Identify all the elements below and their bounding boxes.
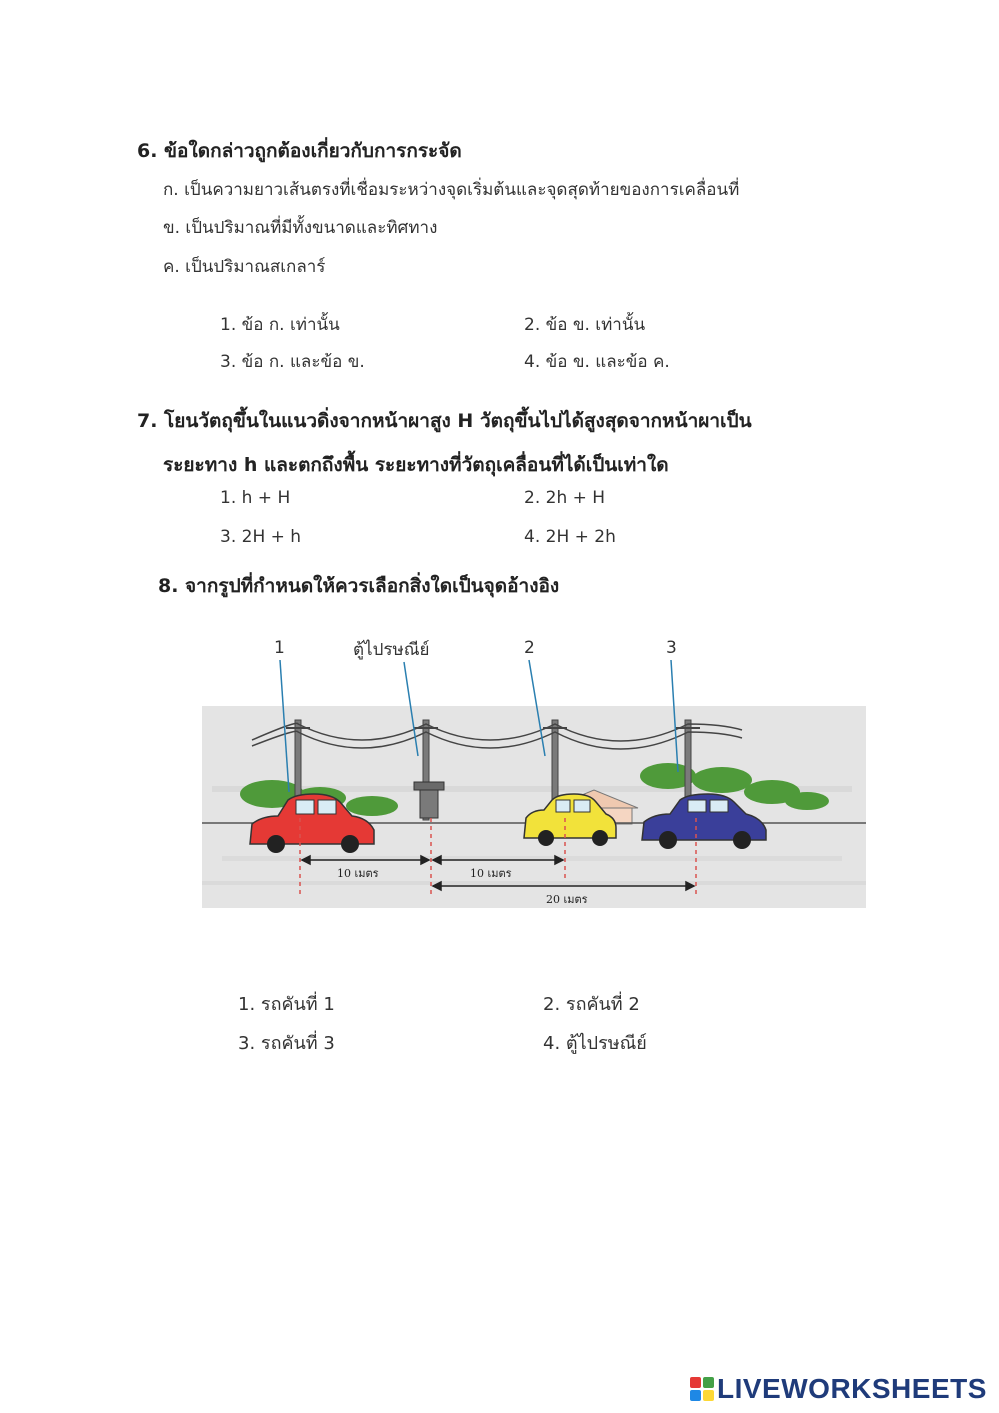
q6-option-3[interactable]: 3. ข้อ ก. และข้อ ข. bbox=[220, 352, 365, 372]
liveworksheets-logo-icon bbox=[690, 1377, 714, 1401]
q6-option-4[interactable]: 4. ข้อ ข. และข้อ ค. bbox=[524, 352, 670, 372]
q6-option-1[interactable]: 1. ข้อ ก. เท่านั้น bbox=[220, 315, 340, 335]
question-6-title: 6. ข้อใดกล่าวถูกต้องเกี่ยวกับการกระจัด bbox=[137, 140, 462, 162]
q7-option-4[interactable]: 4. 2H + 2h bbox=[524, 527, 616, 547]
distance-label-10m-b: 10 เมตร bbox=[470, 867, 512, 880]
figure-label-2: 2 bbox=[524, 638, 535, 658]
street-scene-figure bbox=[202, 706, 866, 908]
q7-option-2[interactable]: 2. 2h + H bbox=[524, 488, 606, 508]
liveworksheets-brand bbox=[690, 1372, 987, 1406]
q6-statement-c: ค. เป็นปริมาณสเกลาร์ bbox=[163, 257, 326, 277]
distance-label-20m: 20 เมตร bbox=[546, 893, 588, 906]
distance-label-10m-a: 10 เมตร bbox=[337, 867, 379, 880]
q8-option-2[interactable]: 2. รถคันที่ 2 bbox=[543, 994, 640, 1015]
q8-option-1[interactable]: 1. รถคันที่ 1 bbox=[238, 994, 335, 1015]
q6-statement-b: ข. เป็นปริมาณที่มีทั้งขนาดและทิศทาง bbox=[163, 218, 438, 238]
brand-text: LIVEWORKSHEETS bbox=[717, 1373, 987, 1404]
question-7-title-line2: ระยะทาง h และตกถึงพื้น ระยะทางที่วัตถุเคลื่อนที่ได้เป็นเท่าใด bbox=[163, 454, 669, 476]
q7-option-3[interactable]: 3. 2H + h bbox=[220, 527, 302, 547]
q7-option-1[interactable]: 1. h + H bbox=[220, 488, 291, 508]
q6-option-2[interactable]: 2. ข้อ ข. เท่านั้น bbox=[524, 315, 646, 335]
figure-label-mailbox: ตู้ไปรษณีย์ bbox=[353, 640, 430, 660]
figure-label-3: 3 bbox=[666, 638, 677, 658]
q8-option-3[interactable]: 3. รถคันที่ 3 bbox=[238, 1033, 335, 1054]
q8-option-4[interactable]: 4. ตู้ไปรษณีย์ bbox=[543, 1033, 647, 1054]
question-8-title: 8. จากรูปที่กำหนดให้ควรเลือกสิ่งใดเป็นจุดอ้างอิง bbox=[158, 575, 560, 597]
question-7-title-line1: 7. โยนวัตถุขึ้นในแนวดิ่งจากหน้าผาสูง H วัตถุขึ้นไปได้สูงสุดจากหน้าผาเป็น bbox=[137, 410, 752, 432]
figure-label-1: 1 bbox=[274, 638, 285, 658]
q6-statement-a: ก. เป็นความยาวเส้นตรงที่เชื่อมระหว่างจุดเริ่มต้นและจุดสุดท้ายของการเคลื่อนที่ bbox=[163, 180, 740, 200]
